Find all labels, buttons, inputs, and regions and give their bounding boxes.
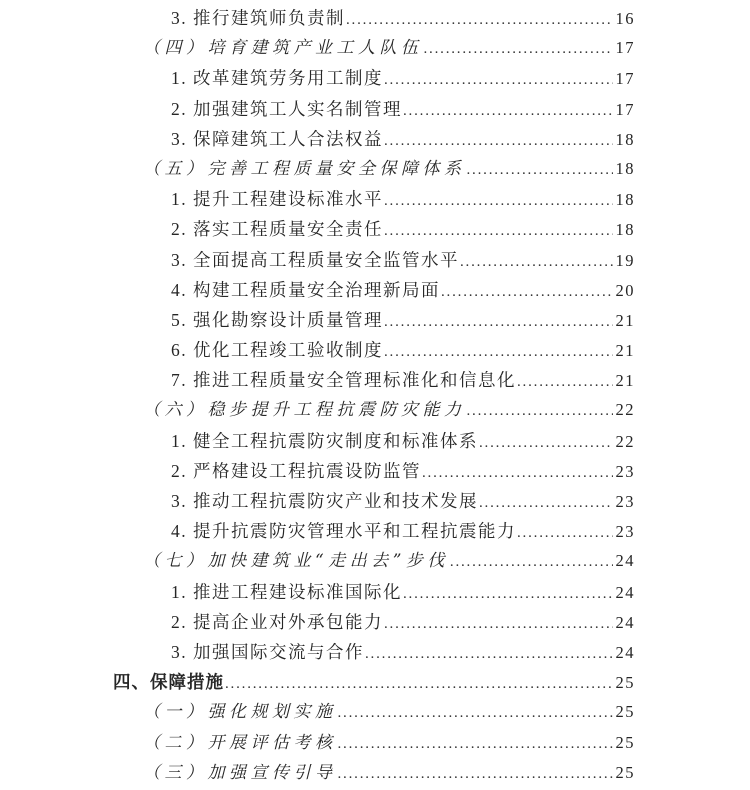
toc-entry-title: （五）完善工程质量安全保障体系 [143,158,466,179]
toc-entry-page: 25 [615,702,635,722]
dot-leader [460,247,613,277]
dot-leader [384,216,613,246]
toc-entry-title: 6. 优化工程竣工验收制度 [171,340,383,361]
toc-entry-page: 24 [615,642,635,662]
toc-list [0,3,750,788]
toc-entry-page: 20 [615,280,635,300]
dot-leader [441,277,613,307]
toc-entry[interactable] [171,607,635,637]
toc-entry-page: 21 [615,341,635,361]
toc-entry-title: 3. 推行建筑师负责制 [171,8,345,28]
toc-entry[interactable] [171,456,635,486]
toc-entry[interactable] [171,214,635,244]
toc-entry-title: 4. 提升抗震防灾管理水平和工程抗震能力 [171,521,516,542]
toc-entry[interactable] [143,33,635,63]
toc-entry[interactable] [171,335,635,365]
toc-entry-title: 1. 提升工程建设标准水平 [171,189,383,210]
dot-leader [338,759,613,789]
toc-entry-page: 23 [615,492,635,511]
toc-entry[interactable] [171,365,635,395]
dot-leader [384,186,613,216]
toc-entry[interactable] [171,486,635,516]
toc-entry-page: 21 [615,310,635,330]
toc-entry-title: 1. 推进工程建设标准国际化 [171,581,402,602]
toc-entry-page: 17 [615,69,635,89]
toc-entry[interactable] [171,637,635,667]
toc-entry-title: （二）开展评估考核 [143,732,337,753]
dot-leader [338,698,613,728]
dot-leader [424,34,613,64]
toc-entry-page: 18 [615,190,635,210]
dot-leader [225,669,613,699]
toc-entry[interactable] [113,667,635,697]
toc-entry[interactable] [171,516,635,546]
dot-leader [346,5,613,35]
toc-entry-title: 2. 严格建设工程抗震设防监管 [171,460,421,481]
toc-entry-page: 25 [615,673,635,693]
toc-entry[interactable] [171,94,635,124]
dot-leader [384,307,613,337]
toc-entry[interactable] [143,758,635,788]
toc-entry[interactable] [171,426,635,456]
toc-entry-title: 四、保障措施 [113,672,224,693]
toc-entry-page: 19 [615,250,635,270]
toc-entry-title: （四）培育建筑产业工人队伍 [143,38,423,59]
toc-entry-page: 22 [615,400,635,420]
toc-entry-page: 18 [615,129,635,149]
toc-entry-title: （一）强化规划实施 [143,702,337,723]
toc-entry[interactable] [171,305,635,335]
dot-leader [338,729,613,759]
dot-leader [467,155,613,185]
dot-leader [365,639,613,669]
toc-entry[interactable] [171,184,635,214]
dot-leader [384,609,613,639]
toc-entry-page: 17 [615,38,635,58]
toc-entry-page: 25 [615,732,635,752]
toc-entry-page: 17 [615,99,635,119]
toc-entry-title: 3. 保障建筑工人合法权益 [171,128,383,149]
toc-entry-title: 2. 加强建筑工人实名制管理 [171,98,402,119]
toc-entry-title: 3. 推动工程抗震防灾产业和技术发展 [171,491,478,511]
toc-entry-title: 1. 改革建筑劳务用工制度 [171,68,383,89]
toc-entry[interactable] [143,728,635,758]
toc-entry-page: 21 [615,371,635,391]
toc-entry-page: 24 [615,612,635,632]
toc-entry-page: 24 [615,582,635,602]
toc-entry-title: 3. 加强国际交流与合作 [171,641,364,662]
toc-entry-title: 7. 推进工程质量安全管理标准化和信息化 [171,370,516,391]
toc-entry[interactable] [143,154,635,184]
dot-leader [517,518,613,548]
dot-leader [450,547,613,577]
toc-entry-page: 24 [615,551,635,571]
toc-entry[interactable] [171,275,635,305]
toc-entry-title: （三）加强宣传引导 [143,762,337,783]
dot-leader [479,488,613,518]
toc-entry-title: 1. 健全工程抗震防灾制度和标准体系 [171,430,478,451]
toc-entry[interactable] [143,395,635,425]
dot-leader [384,65,613,95]
dot-leader [422,458,613,488]
dot-leader [479,428,613,458]
toc-entry-page: 23 [615,461,635,481]
toc-entry[interactable] [143,546,635,576]
dot-leader [403,579,613,609]
toc-entry[interactable] [171,124,635,154]
toc-entry[interactable] [143,697,635,727]
toc-entry[interactable] [171,3,635,33]
toc-entry-title: （七）加快建筑业“走出去”步伐 [143,551,449,572]
toc-entry[interactable] [171,63,635,93]
toc-entry-title: 3. 全面提高工程质量安全监管水平 [171,249,459,270]
dot-leader [384,126,613,156]
toc-entry-title: 5. 强化勘察设计质量管理 [171,309,383,330]
dot-leader [403,96,613,126]
toc-entry-title: 4. 构建工程质量安全治理新局面 [171,279,440,300]
toc-entry-title: 2. 提高企业对外承包能力 [171,611,383,632]
toc-entry-page: 23 [615,522,635,542]
toc-entry[interactable] [171,245,635,275]
toc-entry-title: （六）稳步提升工程抗震防灾能力 [143,400,466,421]
dot-leader [467,396,613,426]
dot-leader [384,337,613,367]
toc-entry-page: 25 [615,762,635,782]
toc-entry-page: 16 [615,9,635,28]
dot-leader [517,367,613,397]
toc-entry-title: 2. 落实工程质量安全责任 [171,219,383,240]
toc-entry[interactable] [171,577,635,607]
toc-entry-page: 18 [615,220,635,240]
toc-entry-page: 22 [615,431,635,451]
toc-entry-page: 18 [615,158,635,178]
